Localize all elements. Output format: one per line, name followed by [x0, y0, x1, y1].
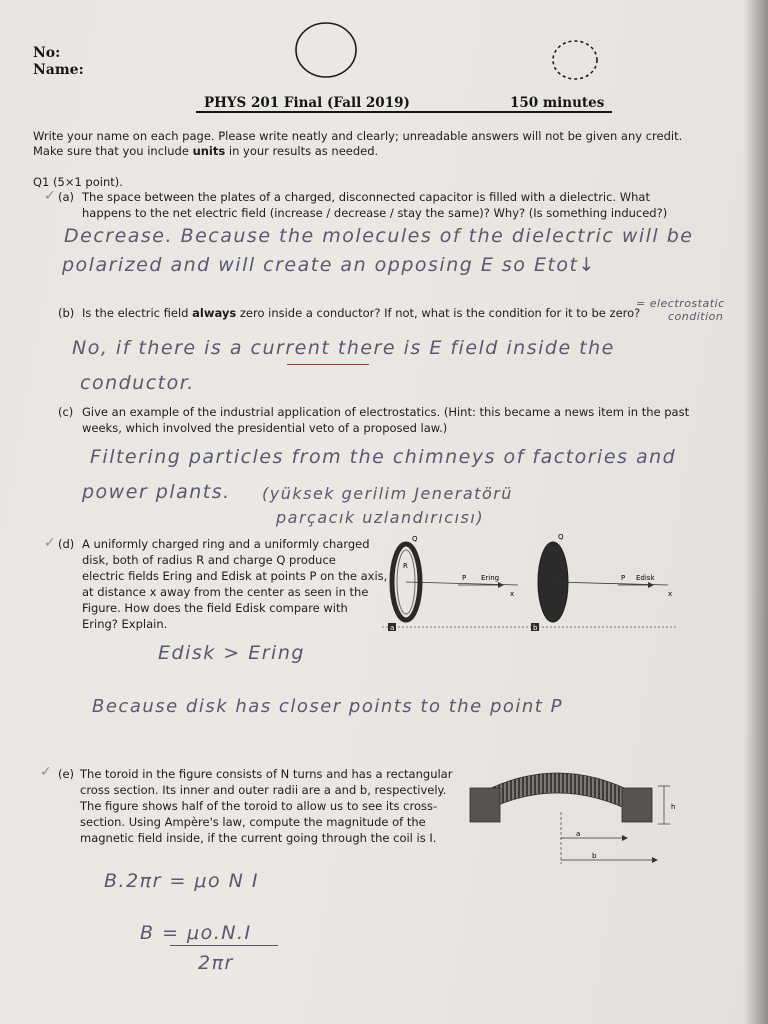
instructions-line2: Make sure that you include units in your results as needed. [33, 144, 379, 158]
disk-e-label: Edisk [636, 574, 655, 582]
q1c-answer-line1: Filtering particles from the chimneys of factories and [90, 446, 677, 468]
exam-duration: 150 minutes [510, 95, 605, 111]
no-label: No: [33, 45, 61, 61]
q1a-answer-line1: Decrease. Because the molecules of the dielectric will be [64, 225, 694, 247]
q1a-label: (a) [58, 190, 75, 204]
q1c-label: (c) [58, 405, 74, 419]
q1d-line4: at distance x away from the center as seen in the [82, 585, 369, 599]
q1c-answer-line4: parçacık uzlandırıcısı) [276, 508, 485, 527]
q1e-answer-line2: B = μo.N.I [140, 922, 252, 944]
dotted-circle-box [545, 38, 607, 86]
q1e-answer-line1: B.2πr = μo N I [104, 870, 260, 892]
q1d-label: (d) [58, 537, 75, 551]
exam-title: PHYS 201 Final (Fall 2019) [204, 95, 410, 111]
title-rule [196, 111, 612, 113]
check-mark-a: ✓ [44, 188, 56, 204]
q1c-line1: Give an example of the industrial application of electrostatics. (Hint: this became a news item in the past [82, 405, 690, 419]
name-label: Name: [33, 62, 84, 78]
ring-q-label: Q [412, 535, 418, 543]
q1d-answer-line2: Because disk has closer points to the point P [92, 696, 563, 717]
current-underline [287, 364, 369, 365]
q1e-line4: section. Using Ampère's law, compute the magnitude of the [80, 815, 426, 829]
check-mark-e: ✓ [40, 764, 52, 780]
q1d-line6: Ering? Explain. [82, 617, 168, 631]
q1c-answer-line2: power plants. [82, 481, 231, 503]
ring-p-label: P [462, 574, 467, 582]
q1d-line1: A uniformly charged ring and a uniformly charged [82, 537, 370, 551]
q1e-line3: The figure shows half of the toroid to allow us to see its cross- [80, 799, 438, 813]
q1b-answer-line1: No, if there is a current there is E field inside the [72, 337, 615, 359]
q1d-answer-line1: Edisk > Ering [158, 642, 305, 664]
ring-r-label: R [403, 562, 408, 570]
check-mark-d: ✓ [44, 535, 56, 551]
toroid-figure [462, 752, 694, 870]
q1d-line2: disk, both of radius R and charge Q produce [82, 553, 336, 567]
q1b-side-note2: condition [668, 310, 724, 323]
tag-b: b [533, 624, 538, 632]
disk-p-label: P [621, 574, 626, 582]
disk-x-label: x [668, 590, 673, 598]
q1b-question: Is the electric field always zero inside a conductor? If not, what is the condition for it to be zero? [82, 306, 641, 320]
name-circle-box [290, 20, 370, 86]
q1b-label: (b) [58, 306, 75, 320]
q1-heading: Q1 (5×1 point). [33, 175, 123, 189]
q1e-answer-line3: 2πr [198, 952, 234, 974]
q1b-side-note1: = electrostatic [636, 297, 725, 310]
q1e-line2: cross section. Its inner and outer radii are a and b, respectively. [80, 783, 447, 797]
toroid-a-label: a [576, 830, 581, 838]
q1e-line5: magnetic field inside, if the current going through the coil is I. [80, 831, 437, 845]
fraction-bar [170, 945, 278, 946]
q1c-answer-line3: (yüksek gerilim Jeneratörü [262, 484, 513, 503]
q1e-label: (e) [58, 767, 75, 781]
q1a-line1: The space between the plates of a charged, disconnected capacitor is filled with a dielectric. What [82, 190, 650, 204]
ring-e-label: Ering [481, 574, 500, 582]
instructions-line1: Write your name on each page. Please write neatly and clearly; unreadable answers will not be given any credit. [33, 129, 683, 143]
q1b-answer-line2: conductor. [80, 372, 195, 394]
disk-q-label: Q [558, 533, 564, 541]
ring-x-label: x [510, 590, 515, 598]
q1d-line3: electric fields Ering and Edisk at points P on the axis, [82, 569, 388, 583]
tag-a: a [390, 624, 395, 632]
q1e-line1: The toroid in the figure consists of N turns and has a rectangular [80, 767, 453, 781]
q1c-line2: weeks, which involved the presidential veto of a proposed law.) [82, 421, 448, 435]
q1a-answer-line2: polarized and will create an opposing E so Etot↓ [62, 254, 596, 276]
q1d-line5: Figure. How does the field Edisk compare with [82, 601, 348, 615]
toroid-h-label: h [671, 803, 676, 811]
toroid-b-label: b [592, 852, 597, 860]
q1a-line2: happens to the net electric field (increase / decrease / stay the same)? Why? (Is something induced?) [82, 206, 668, 220]
ring-disk-figure [378, 530, 684, 640]
